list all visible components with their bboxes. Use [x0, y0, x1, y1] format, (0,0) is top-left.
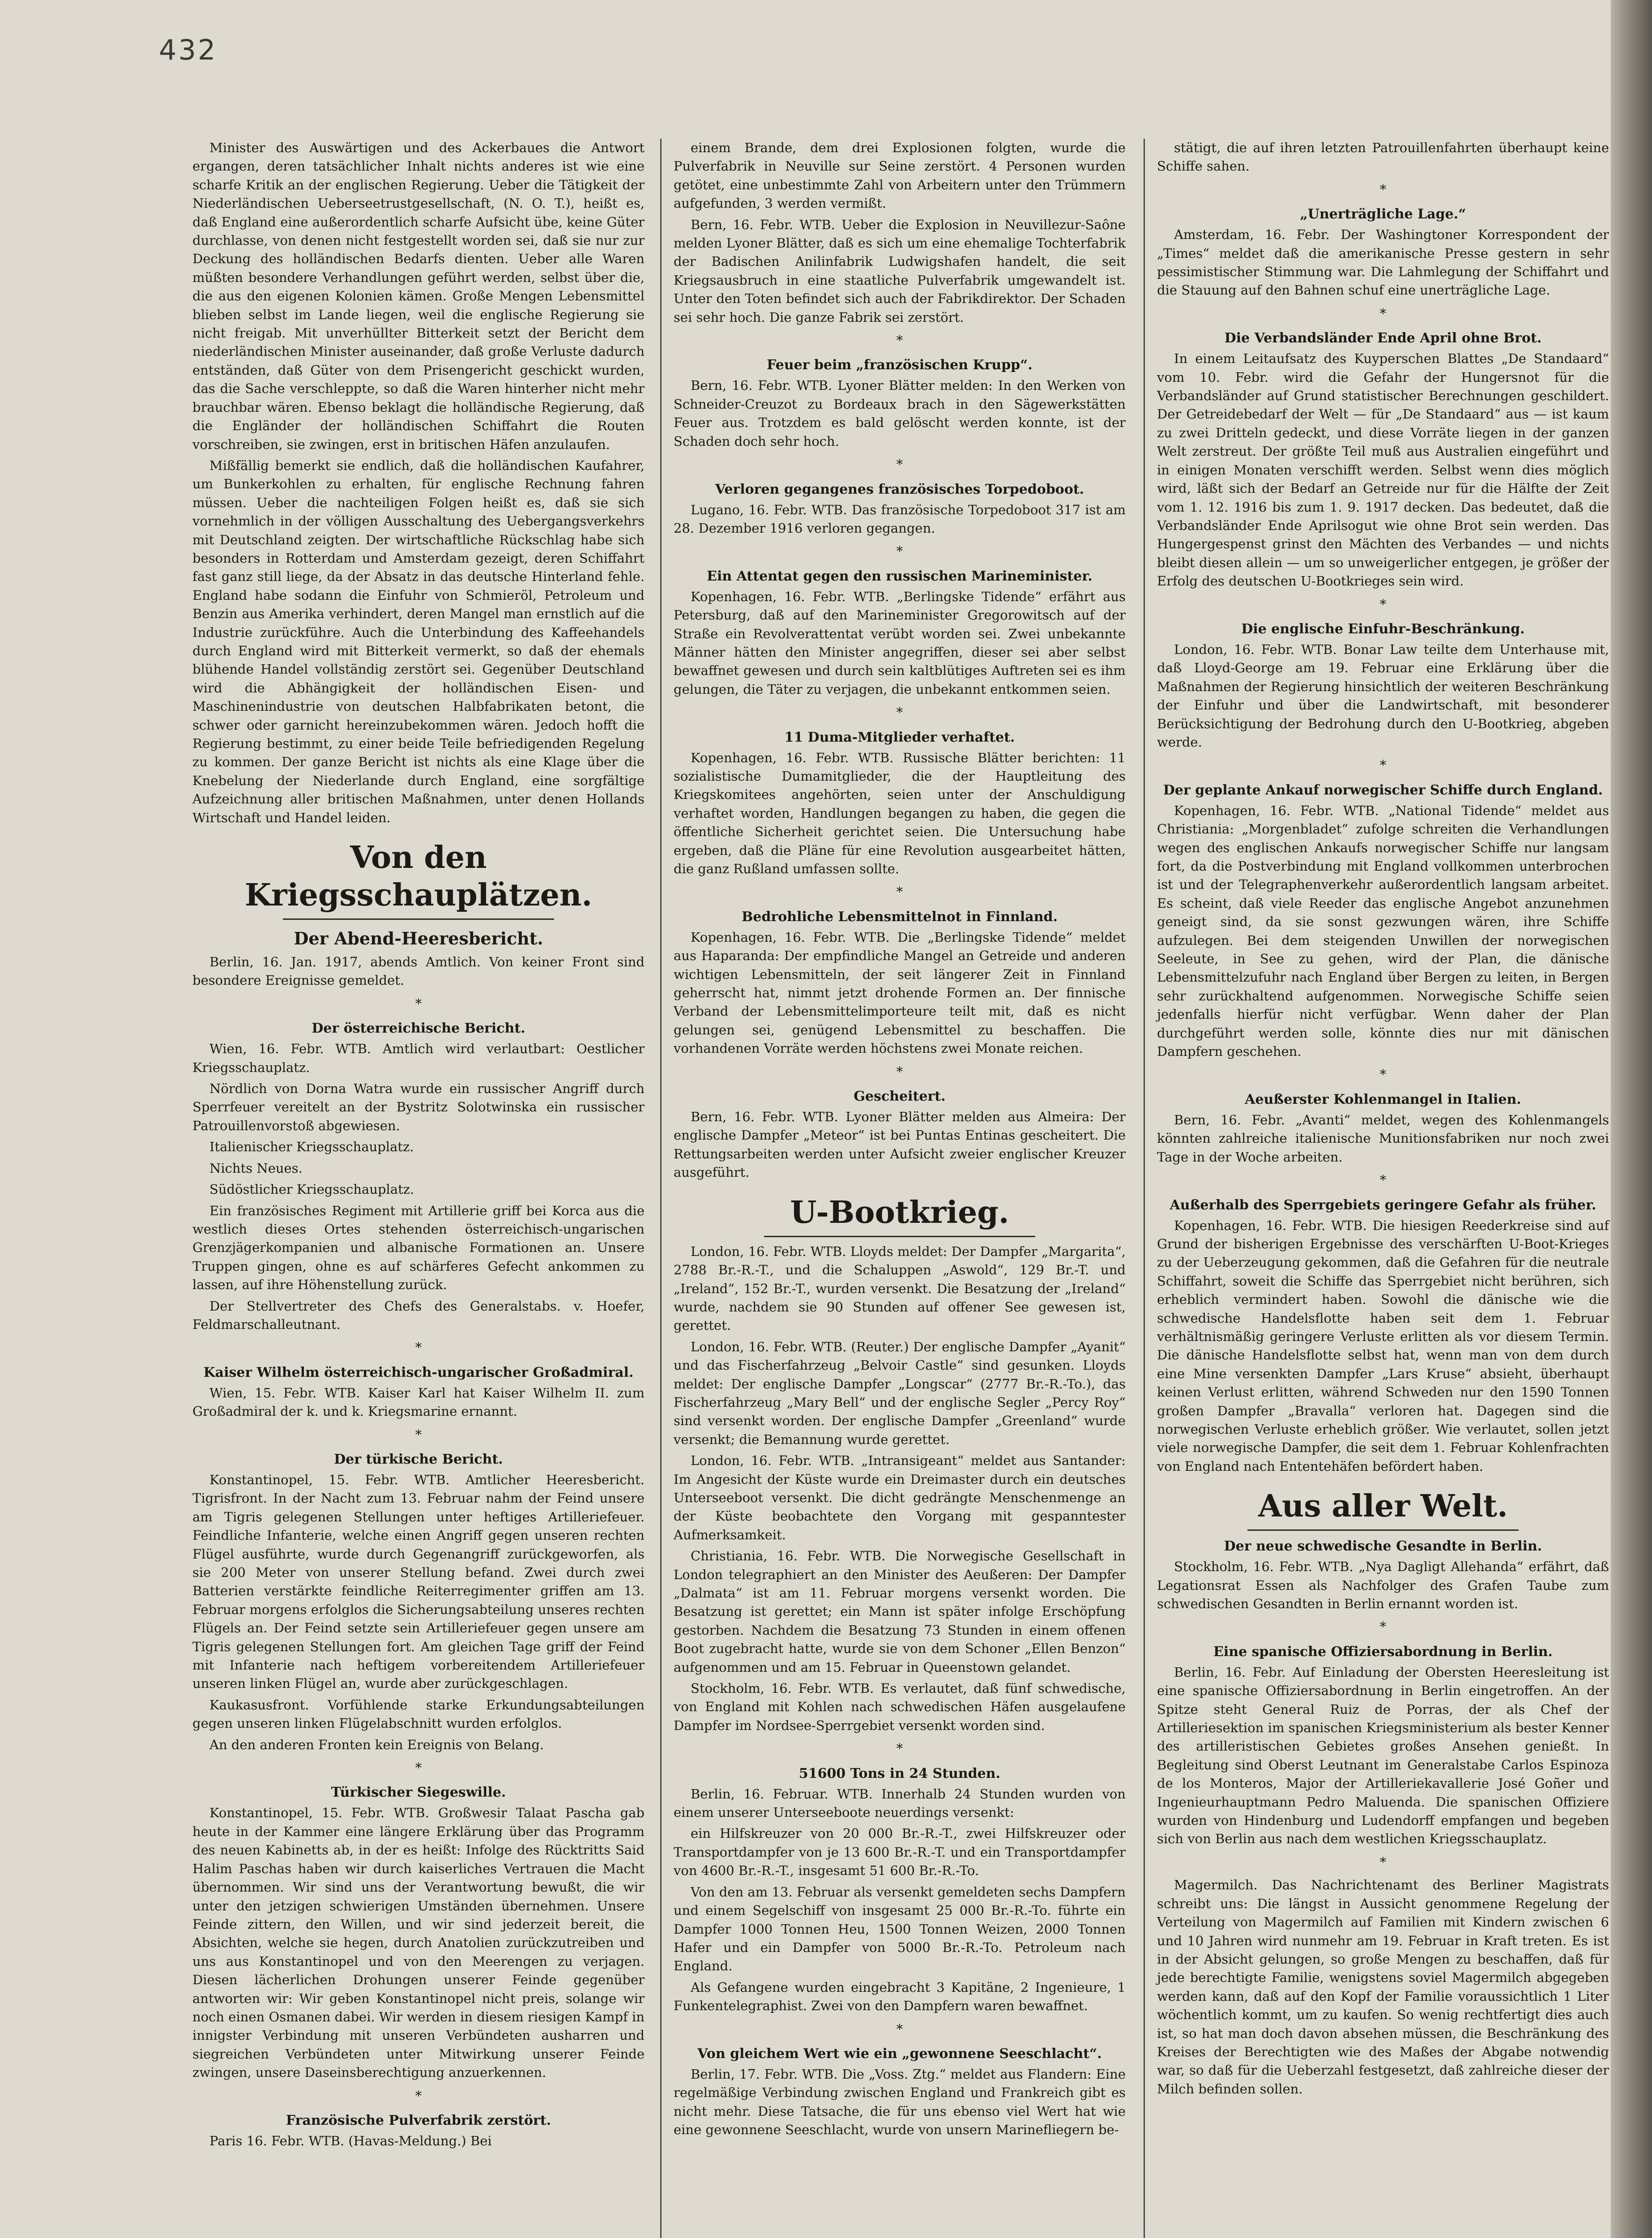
separator: * — [896, 705, 903, 720]
paragraph: Mißfällig bemerkt sie endlich, daß die holländischen Kaufahrer, um Bunkerkohlen zu erhalten, für englische Rechnung fahren müssen. Ueber die nachteiligen Folgen heißt es, daß sie sich vornehmlich in der völligen Ausschaltung des Uebergangsverkehrs mit Deutschland zeigten. Der wirtschaftliche Rückschlag habe sich besonders in Rotterdam und Amsterdam gezeigt, deren Schiffahrt fast ganz still liege, da der Absatz in das deutsche Hinterland fehle. England habe sodann die Einfuhr von Schmieröl, Petroleum und Benzin aus Amerika verhindert, deren Mangel man ernstlich auf die Industrie zurückführe. Auch die Unterbindung des Kaffeehandels durch England wird mit Bitterkeit vermerkt, so daß der ehemals blühende Handel vollständig zerstört sei. Gegenüber Deutschland wird die Abhängigkeit der holländischen Eisen- und Maschinenindustrie von deutschen Halbfabrikaten betont, die schwer oder garnicht hereinzubekommen wären. Jedoch hofft die Regierung bestimmt, zu einer beide Teile befriedigenden Regelung zu kommen. Der ganze Bericht ist nichts als eine Klage über die Knebelung der Niederlande durch England, eine sorgfältige Aufzeichnung aller britischen Maßnahmen, unter denen Hollands Wirtschaft und Handel leiden. — [192, 457, 645, 825]
paragraph: Bern, 16. Febr. WTB. Lyoner Blätter melden aus Almeira: Der englische Dampfer „Meteor“ ist bei Puntas Entinas gescheitert. Die Rettungsarbeiten werden unter Aufsicht zweier englischer Kreuzer ausgeführt. — [674, 1109, 1126, 1180]
column-3 — [1157, 139, 1609, 2101]
separator: * — [1379, 1854, 1387, 1870]
paragraph: London, 16. Febr. WTB. (Reuter.) Der englische Dampfer „Ayanit“ und das Fischerfahrzeug „Belvoir Castle“ sind gesunken. Lloyds meldet: Der englische Dampfer „Longscar“ (2777 Br.-R.-To.), das Fischerfahrzeug „Mary Bell“ und der englische Segler „Percy Roy“ sind versenkt worden. Der englische Dampfer „Greenland“ wurde versenkt; die Bemannung wurde gerettet. — [674, 1339, 1126, 1447]
paragraph: Konstantinopel, 15. Febr. WTB. Großwesir Talaat Pascha gab heute in der Kammer eine längere Erklärung über das Programm des neuen Kabinetts ab, in der es heißt: Infolge des Rücktritts Said Halim Paschas haben wir durch kaiserliches Vertrauen die Macht übernommen. Wir sind uns der Verantwortung bewußt, die wir unter den jetzigen schwierigen Umständen übernehmen. Unsere Feinde zittern, den Willen, und wir sind jederzeit bereit, die Absichten, welche sie hegen, durch Anatolien zurückzutreiben und uns aus Konstantinopel und von den Meerengen zu verjagen. Diesen lächerlichen Drohungen unserer Feinde gegenüber antworten wir: Wir geben Konstantinopel nicht preis, solange wir noch einen Osmanen dabei. Wir werden in diesem riesigen Kampf in innigster Verbindung mit unseren Verbündeten ausharren und siegreichen Verbündeten unter Mitwirkung unserer Feinde zwingen, unsere Daseinsberechtigung anzuerkennen. — [192, 1805, 645, 2080]
separator: * — [1379, 1172, 1387, 1188]
paragraph: Kaukasusfront. Vorfühlende starke Erkundungsabteilungen gegen unseren linken Flügelabschnitt wurden erfolglos. — [192, 1697, 645, 1731]
paragraph: Paris 16. Febr. WTB. (Havas-Meldung.) Bei — [209, 2133, 492, 2148]
article-heading: Verloren gegangenes französisches Torpedoboot. — [715, 481, 1084, 497]
article-heading: Gescheitert. — [854, 1089, 946, 1105]
paragraph: Bern, 16. Febr. „Avanti“ meldet, wegen des Kohlenmangels könnten zahlreiche italienische Munitionsfabriken nur noch zwei Tage in der Woche arbeiten. — [1157, 1112, 1609, 1165]
paragraph: Kopenhagen, 16. Febr. WTB. Die hiesigen Reederkreise sind auf Grund der bisherigen Ergebnisse des verschärften U-Boot-Krieges zu der Ueberzeugung gekommen, daß die Gefahren für die neutrale Schiffahrt, soweit die Schiffe das Sperrgebiet nicht berühren, sich erheblich vermindert haben. Sowohl die dänische wie die schwedische Handelsflotte haben seit dem 1. Februar verhältnismäßig geringere Verluste erlitten als vor diesem Termin. Die dänische Handelsflotte selbst hat, wenn man von dem durch eine Mine versenkten Dampfer „Lars Kruse“ absieht, überhaupt keinen Verlust erlitten, während Schweden nur den 1590 Tonnen großen Dampfer „Bravalla“ verloren hat. Dagegen sind die norwegischen Verluste erheblich größer. Wie verlautet, sollen jetzt viele norwegische Dampfer, die seit dem 1. Februar Kohlenfrachten von England nach Ententehäfen befördert haben. — [1157, 1217, 1609, 1474]
paragraph: Von den am 13. Februar als versenkt gemeldeten sechs Dampfern und einem Segelschiff von insgesamt 25 000 Br.-R.-To. führte ein Dampfer 1000 Tonnen Heu, 1500 Tonnen Weizen, 2000 Tonnen Hafer und ein Dampfer von 5000 Br.-R.-To. Petroleum nach England. — [674, 1884, 1126, 1974]
paragraph: Kopenhagen, 16. Febr. WTB. Die „Berlingske Tidende“ meldet aus Haparanda: Der empfindliche Mangel an Getreide und anderen wichtigen Lebensmitteln, der seit längerer Zeit in Finnland geherrscht hat, nimmt jetzt drohende Formen an. Der finnische Verband der Lebensmittelimporteure teilt mit, daß es nicht gelungen sei, genügend Lebensmittel zu beschaffen. Die vorhandenen Vorräte werden höchstens zwei Monate reichen. — [674, 929, 1126, 1056]
paragraph: Nichts Neues. — [209, 1160, 303, 1176]
paragraph: In einem Leitaufsatz des Kuyperschen Blattes „De Standaard“ vom 10. Febr. wird die Gefahr der Hungersnot für die Verbandsländer auf Grund statistischer Berechnungen geschildert. Der Getreidebedarf der Welt — für „De Standaard“ aus — ist kaum zu zwei Dritteln gedeckt, und diese Vorräte liegen in der ganzen Welt zerstreut. Der größte Teil muß aus Australien eingeführt und in einigen Monaten verschifft werden. Selbst wenn dies möglich wird, läßt sich der Bedarf an Getreide nur für die Hälfte der Zeit vom 1. 12. 1916 bis zum 1. 9. 1917 decken. Das bedeutet, daß die Verbandsländer Ende Aprilsogut wie ohne Brot sein werden. Das Hungergespenst grinst den Mächten des Verbandes — und nichts bleibt diesen allein — um so unweigerlicher entgegen, je größer der Erfolg des deutschen U-Bootkrieges sein wird. — [1157, 351, 1609, 589]
paragraph: Bern, 16. Febr. WTB. Ueber die Explosion in Neuvillezur-Saône melden Lyoner Blätter, daß es sich um eine ehemalige Tochterfabrik der Badischen Anilinfabrik Ludwigshafen handelt, die seit Kriegsausbruch in eine staatliche Pulverfabrik umgewandelt ist. Unter den Toten befindet sich auch der Fabrikdirektor. Der Schaden sei sehr hoch. Die ganze Fabrik sei zerstört. — [674, 217, 1126, 325]
separator: * — [415, 995, 422, 1011]
paragraph: Lugano, 16. Febr. WTB. Das französische Torpedoboot 317 ist am 28. Dezember 1916 verloren gegangen. — [674, 502, 1126, 536]
paragraph: Als Gefangene wurden eingebracht 3 Kapitäne, 2 Ingenieure, 1 Funkentelegraphist. Zwei von den Dampfern waren bewaffnet. — [674, 1979, 1126, 2014]
article-heading: „Unerträgliche Lage.“ — [1300, 206, 1466, 222]
separator: * — [415, 1340, 422, 1355]
separator: * — [1379, 1067, 1387, 1082]
paragraph: Amsterdam, 16. Febr. Der Washingtoner Korrespondent der „Times“ meldet daß die amerikanische Presse gestern in sehr pessimistischer Stimmung war. Die Lahmlegung der Schiffahrt und die Stauung auf den Bahnen schuf eine unerträgliche Lage. — [1157, 227, 1609, 298]
separator: * — [1379, 596, 1387, 612]
separator: * — [415, 2088, 422, 2103]
separator: * — [1379, 181, 1387, 197]
separator: * — [415, 1760, 422, 1776]
article-heading: 11 Duma-Mitglieder verhaftet. — [784, 729, 1015, 745]
section-heading: U-Bootkrieg. — [790, 1194, 1009, 1230]
article-heading: Der geplante Ankauf norwegischer Schiffe durch England. — [1163, 782, 1603, 798]
paragraph: Christiania, 16. Febr. WTB. Die Norwegische Gesellschaft in London telegraphiert an den Minister des Aeußeren: Der Dampfer „Dalmata“ ist am 11. Februar morgens versenkt worden. Die Besatzung ist gerettet; ein Mann ist später infolge Erschöpfung gestorben. Nachdem die Besatzung 73 Stunden in einem offenen Boot zugebracht hatte, wurde sie von dem Schoner „Ellen Benzon“ aufgenommen und am 15. Februar in Queenstown gelandet. — [674, 1548, 1126, 1675]
article-heading: Französische Pulverfabrik zerstört. — [286, 2112, 551, 2128]
paragraph: stätigt, die auf ihren letzten Patrouillenfahrten überhaupt keine Schiffe sahen. — [1157, 140, 1609, 174]
paragraph: An den anderen Fronten kein Ereignis von Belang. — [209, 1737, 544, 1752]
article-heading: Außerhalb des Sperrgebiets geringere Gefahr als früher. — [1170, 1197, 1597, 1213]
separator: * — [896, 457, 903, 472]
paragraph: Berlin, 16. Jan. 1917, abends Amtlich. Von keiner Front sind besondere Ereignisse gemeldet. — [192, 954, 645, 988]
paragraph: einem Brande, dem drei Explosionen folgten, wurde die Pulverfabrik in Neuville sur Seine zerstört. 4 Personen wurden getötet, eine unbestimmte Zahl von Arbeitern unter den Trümmern aufgefunden, 3 werden vermißt. — [674, 140, 1126, 211]
paragraph: Berlin, 17. Febr. WTB. Die „Voss. Ztg.“ meldet aus Flandern: Eine regelmäßige Verbindung zwischen England und Frankreich gibt es nicht mehr. Diese Tatsache, die für uns ebenso viel Wert hat wie eine gewonnene Seeschlacht, wurde von unsern Marinefliegern be- — [674, 2066, 1126, 2138]
column-1 — [192, 139, 645, 2153]
separator: * — [1379, 305, 1387, 321]
article-heading: Die englische Einfuhr-Beschränkung. — [1241, 621, 1525, 637]
column-divider — [660, 139, 662, 2238]
article-heading: Eine spanische Offiziersabordnung in Berlin. — [1213, 1644, 1553, 1660]
paragraph: Der Stellvertreter des Chefs des Generalstabs. v. Hoefer, Feldmarschalleutnant. — [192, 1298, 645, 1332]
paragraph: Nördlich von Dorna Watra wurde ein russischer Angriff durch Sperrfeuer vereitelt an der Bystritz Solotwinska ein russischer Patrouillenvorstoß abgewiesen. — [192, 1081, 645, 1133]
article-heading: Türkischer Siegeswille. — [331, 1785, 506, 1801]
separator: * — [415, 1427, 422, 1442]
section-heading: Aus aller Welt. — [1258, 1488, 1508, 1525]
paragraph: Südöstlicher Kriegsschauplatz. — [209, 1182, 414, 1197]
separator: * — [896, 333, 903, 348]
separator: * — [1379, 1619, 1387, 1635]
separator: * — [896, 884, 903, 900]
paragraph: Berlin, 16. Februar. WTB. Innerhalb 24 Stunden wurden von einem unserer Unterseeboote neuerdings versenkt: — [674, 1786, 1126, 1820]
separator: * — [1379, 757, 1387, 773]
paragraph: Magermilch. Das Nachrichtenamt des Berliner Magistrats schreibt uns: Die längst in Aussicht genommene Regelung der Verteilung von Magermilch auf Familien mit Kindern zwischen 6 und 10 Jahren wird nunmehr am 19. Februar in Kraft treten. Es ist in der Absicht gelungen, so große Mengen zu beschaffen, daß für jede berechtigte Familie, wenigstens soviel Magermilch abgegeben werden kann, daß auf den Kopf der Familie voraussichtlich 1 Liter wöchentlich kommt, um zu kaufen. So wenig rechtfertigt dies auch ist, so hat man doch davon absehen müssen, die Beschränkung des Kreises der Berechtigten wie des Maßes der Abgabe notwendig war, so daß für die Ueberzahl festgesetzt, daß zahlreiche dieser der Milch befinden sollen. — [1157, 1877, 1609, 2097]
paragraph: Italienischer Kriegsschauplatz. — [209, 1139, 414, 1155]
separator: * — [896, 2021, 903, 2037]
article-heading: Die Verbandsländer Ende April ohne Brot. — [1224, 330, 1542, 346]
column-divider — [1144, 139, 1145, 2238]
paragraph: Stockholm, 16. Febr. WTB. „Nya Dagligt Allehanda“ erfährt, daß Legationsrat Essen als Nachfolger des Grafen Taube zum schwedischen Gesandten in Berlin ernannt worden ist. — [1157, 1559, 1609, 1611]
article-heading: Feuer beim „französischen Krupp“. — [767, 357, 1033, 373]
article-heading: Ein Attentat gegen den russischen Marineminister. — [707, 568, 1093, 584]
paragraph: ein Hilfskreuzer von 20 000 Br.-R.-T., zwei Hilfskreuzer oder Transportdampfer von je 13 600 Br.-R.-T. und ein Transportdampfer von 4600 Br.-R.-T., insgesamt 51 600 Br.-R.-To. — [674, 1826, 1126, 1879]
article-heading: Von gleichem Wert wie ein „gewonnene Seeschlacht“. — [697, 2046, 1102, 2062]
column-2 — [674, 139, 1126, 2142]
separator: * — [896, 1063, 903, 1079]
article-heading: Der türkische Bericht. — [334, 1451, 503, 1467]
heading-rule — [283, 918, 554, 920]
article-heading: Der neue schwedische Gesandte in Berlin. — [1224, 1538, 1542, 1555]
sub-heading: Der Abend-Heeresbericht. — [294, 928, 543, 949]
paragraph: Stockholm, 16. Febr. WTB. Es verlautet, daß fünf schwedische, von England mit Kohlen nach schwedischen Häfen ausgelaufene Dampfer im Nordsee-Sperrgebiet versenkt worden sind. — [674, 1681, 1126, 1733]
section-heading: Von den Kriegsschauplätzen. — [244, 840, 593, 914]
binding-edge — [1611, 0, 1652, 2238]
page-number: 432 — [159, 34, 218, 66]
paragraph: London, 16. Febr. WTB. Bonar Law teilte dem Unterhause mit, daß Lloyd-George am 19. Februar eine Erklärung über die Maßnahmen der Regierung hinsichtlich der weiteren Beschränkung der Einfuhr und über die Landwirtschaft, mit besonderer Berücksichtigung der Bedrohung durch den U-Bootkrieg, abgeben werde. — [1157, 641, 1609, 750]
paragraph: Minister des Auswärtigen und des Ackerbaues die Antwort ergangen, deren tatsächlicher Inhalt nichts anderes ist wie eine scharfe Kritik an der englischen Regierung. Ueber die Tätigkeit der Niederländischen Ueberseetrustgesellschaft, (N. O. T.), heißt es, daß England eine außerordentlich scharfe Aufsicht übe, keine Güter durchlasse, von denen nicht festgestellt worden sei, daß sie nur zur Deckung des holländischen Bedarfs dienten. Ueber alle Waren müßten besondere Verhandlungen geführt werden, selbst über die, die aus den eigenen Kolonien kämen. Große Mengen Lebensmittel blieben selbst im Lande liegen, weil die englische Regierung sie nicht freigab. Mit unverhüllter Bitterkeit setzt der Bericht dem niederländischen Minister auseinander, daß große Verluste dadurch entständen, daß Güter von dem Prisengericht geschickt wurden, das die Sache verschleppte, so daß die Waren hinterher nicht mehr brauchbar wären. Ebenso beklagt die holländische Regierung, daß die Engländer der holländischen Schiffahrt die Routen vorschreiben, sie zwingen, erst in britischen Häfen anzulaufen. — [192, 140, 645, 452]
article-heading: Kaiser Wilhelm österreichisch-ungarischer Großadmiral. — [203, 1364, 634, 1380]
paragraph: London, 16. Febr. WTB. „Intransigeant“ meldet aus Santander: Im Angesicht der Küste wurde ein Dreimaster durch ein deutsches Unterseeboot versenkt. Die dicht gedrängte Menschenmenge an der Küste beobachtete den Vorgang mit gespanntester Aufmerksamkeit. — [674, 1453, 1126, 1542]
paragraph: London, 16. Febr. WTB. Lloyds meldet: Der Dampfer „Margarita“, 2788 Br.-R.-T., und die Schaluppen „Aswold“, 129 Br.-T. und „Ireland“, 152 Br.-T., wurden versenkt. Die Besatzung der „Ireland“ wurde, nachdem sie 90 Stunden auf offener See gewesen ist, gerettet. — [674, 1243, 1126, 1333]
paragraph: Wien, 15. Febr. WTB. Kaiser Karl hat Kaiser Wilhelm II. zum Großadmiral der k. und k. Kriegsmarine ernannt. — [192, 1385, 645, 1419]
paragraph: Konstantinopel, 15. Febr. WTB. Amtlicher Heeresbericht. Tigrisfront. In der Nacht zum 13. Februar nahm der Feind unsere am Tigris gelegenen Stellungen unter heftiges Artilleriefeuer. Feindliche Infanterie, welche einen Angriff gegen unseren rechten Flügel ausführte, wurde durch Gegenangriff zurückgeworfen, als sie 200 Meter von unserer Stellung befand. Zwei durch zwei Batterien verstärkte feindliche Reiterregimenter griffen am 13. Februar morgens erfolglos die Sicherungsabteilung unseres rechten Flügels an. Der Feind setzte sein Artilleriefeuer gegen unsere am Tigris gelegenen Stellungen fort. Am gleichen Tage griff der Feind mit Infanterie nach heftigem vorbereitendem Artilleriefeuer unseren linken Flügel an, wurde aber zurückgeschlagen. — [192, 1472, 645, 1691]
article-heading: Bedrohliche Lebensmittelnot in Finnland. — [742, 909, 1058, 925]
paragraph: Berlin, 16. Febr. Auf Einladung der Obersten Heeresleitung ist eine spanische Offiziersabordnung in Berlin eingetroffen. An der Spitze steht General Ruiz de Porras, der als Chef der Artilleriesektion im spanischen Kriegsministerium als bester Kenner des artilleristischen Gebietes großes Ansehen genießt. In Begleitung sind Oberst Leutnant im Generalstabe Carlos Espinoza de los Monteros, Major der Artilleriekavallerie José Goñer und Ingenieurhauptmann Pedro Maluenda. Die spanischen Offiziere wurden von Hindenburg und Ludendorff empfangen und begeben sich von Berlin aus nach dem westlichen Kriegsschauplatz. — [1157, 1664, 1609, 1847]
heading-rule — [764, 1236, 1035, 1237]
paragraph: Kopenhagen, 16. Febr. WTB. „National Tidende“ meldet aus Christiania: „Morgenbladet“ zufolge schreiten die Verhandlungen wegen des englischen Ankaufs norwegischer Schiffe nur langsam fort, da die Postverbindung mit England vollkommen unterbrochen ist und der Telegraphenverkehr außerordentlich langsam arbeitet. Es scheint, daß viele Reeder das englische Angebot anzunehmen geneigt sind, da sie sonst gezwungen wären, ihre Schiffe aufzulegen. Bei dem steigenden Unwillen der norwegischen Seeleute, in See zu gehen, wird der Plan, die dänische Lebensmittelzufuhr nach England über Bergen zu leiten, in Bergen sehr zurückhaltend aufgenommen. Norwegische Schiffe seien jedenfalls hierfür nicht verfügbar. Wenn daher der Plan durchgeführt werden solle, könnte dies nur mit dänischen Dampfern geschehen. — [1157, 803, 1609, 1059]
paragraph: Bern, 16. Febr. WTB. Lyoner Blätter melden: In den Werken von Schneider-Creuzot zu Bordeaux brach in den Sägewerkstätten Feuer aus. Trotzdem es bald gelöscht werden konnte, ist der Schaden doch sehr hoch. — [674, 378, 1126, 449]
paragraph: Kopenhagen, 16. Febr. WTB. „Berlingske Tidende“ erfährt aus Petersburg, daß auf den Marineminister Gregorowitsch auf der Straße ein Revolverattentat verübt worden sei. Zwei unbekannte Männer hätten den Minister angegriffen, dieser sei aber selbst bewaffnet gewesen und durch sein kaltblütiges Auftreten sei es ihm gelungen, die Täter zu verjagen, die unbekannt entkommen seien. — [674, 589, 1126, 697]
heading-rule — [1247, 1529, 1519, 1531]
paragraph: Wien, 16. Febr. WTB. Amtlich wird verlautbart: Oestlicher Kriegsschauplatz. — [192, 1041, 645, 1075]
separator: * — [896, 543, 903, 559]
paragraph: Kopenhagen, 16. Febr. WTB. Russische Blätter berichten: 11 sozialistische Dumamitglieder, die der Hauptleitung des Kriegskomitees angehörten, seien unter der Anschuldigung verhaftet worden, Handlungen begangen zu haben, die gegen die öffentliche Sicherheit gerichtet seien. Die Untersuchung habe ergeben, daß die Pläne für eine Revolution ausgearbeitet hätten, die ganz Rußland umfassen sollte. — [674, 750, 1126, 876]
article-heading: Aeußerster Kohlenmangel in Italien. — [1245, 1091, 1521, 1107]
paragraph: Ein französisches Regiment mit Artillerie griff bei Korca aus die westlich dieses Ortes stehenden österreichisch-ungarischen Grenzjägerkompanien und albanische Formationen an. Unsere Truppen gingen, ohne es auf schärferes Gefecht ankommen zu lassen, auf ihre Höhenstellung zurück. — [192, 1203, 645, 1293]
article-heading: 51600 Tons in 24 Stunden. — [798, 1765, 1001, 1781]
article-heading: Der österreichische Bericht. — [312, 1021, 525, 1037]
separator: * — [896, 1741, 903, 1756]
